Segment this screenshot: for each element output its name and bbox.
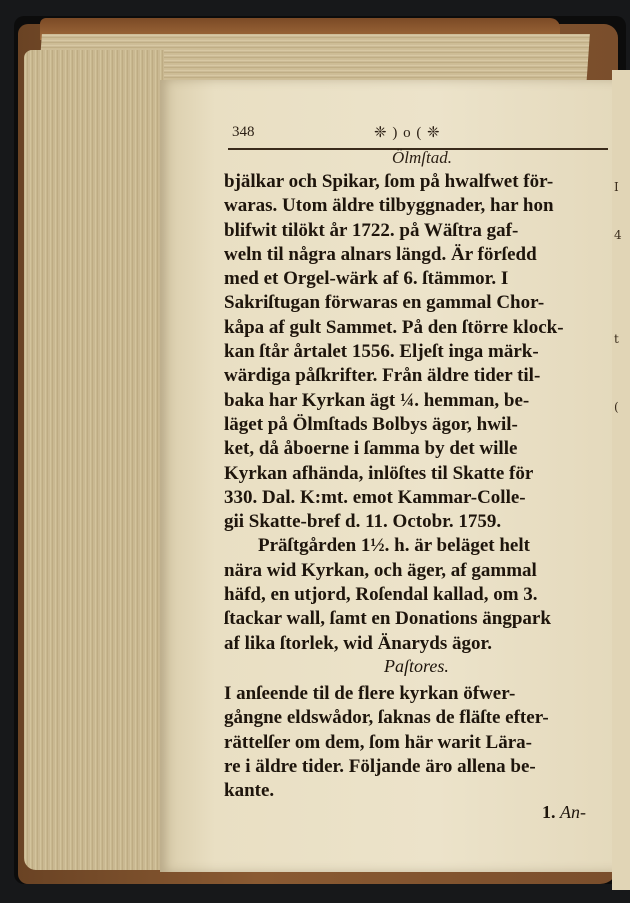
section-heading: Paſtores.: [384, 656, 449, 676]
text-line: Sakriſtugan förwaras en gammal Chor-: [224, 292, 545, 314]
text-line: gii Skatte-bref d. 11. Octobr. 1759.: [224, 511, 502, 533]
ornament-icon: ❈ ) o ( ❈: [374, 125, 441, 141]
text-line: re i äldre tider. Följande äro allena be-: [224, 755, 536, 777]
text-line: 330. Dal. K:mt. emot Kammar-Colle-: [224, 486, 526, 508]
text-block-pastores: [224, 682, 612, 803]
margin-fragment: t: [614, 332, 619, 346]
text-line: med et Orgel-wärk af 6. ſtämmor. I: [224, 268, 509, 290]
text-line: weln til några alnars längd. Är förſedd: [224, 243, 537, 265]
text-line: Kyrkan afhända, inlöſtes til Skatte för: [224, 462, 534, 484]
text-line: nära wid Kyrkan, och äger, af gammal: [224, 559, 537, 581]
text-line: waras. Utom äldre tilbyggnader, har hon: [224, 195, 554, 217]
text-line: bjälkar och Spikar, ſom på hwalfwet för-: [224, 171, 554, 192]
text-block-main: [224, 170, 612, 656]
text-line: ſtackar wall, ſamt en Donations ängpark: [224, 608, 551, 630]
text-line: kan ſtår årtalet 1556. Eljeſt inga märk-: [224, 341, 539, 363]
catchword: [542, 802, 586, 823]
text-line: ket, då åboerne i ſamma by det wille: [224, 438, 518, 460]
running-head: [232, 124, 612, 144]
text-line: wärdiga påſkrifter. Från äldre tider til-: [224, 365, 541, 387]
margin-fragment: I: [614, 180, 619, 194]
text-line: baka har Kyrkan ägt ¼. hemman, be-: [224, 389, 530, 411]
catchword-number: 1.: [542, 802, 556, 822]
text-line: I anſeende til de flere kyrkan öfwer-: [224, 683, 516, 704]
catchword-word: An-: [560, 802, 586, 822]
text-line: rättelſer om dem, ſom här warit Lära-: [224, 731, 532, 753]
text-line: kante.: [224, 780, 275, 802]
page-number: 348: [232, 124, 255, 140]
running-title: Ölmſtad.: [392, 148, 452, 167]
text-line: blifwit tilökt år 1722. på Wäſtra gaf-: [224, 219, 519, 241]
margin-fragment: (: [614, 400, 619, 414]
text-line: Präſtgården 1½. h. är beläget helt: [258, 535, 530, 557]
text-line: kåpa af gult Sammet. På den ſtörre klock-: [224, 316, 564, 338]
facing-page-margin: [612, 70, 630, 890]
text-line: af lika ſtorlek, wid Änaryds ägor.: [224, 632, 492, 654]
text-line: häfd, en utjord, Roſendal kallad, om 3.: [224, 584, 538, 606]
margin-fragment: 4: [614, 228, 622, 242]
text-line: gångne eldswådor, ſaknas de fläſte efter-: [224, 707, 549, 729]
page-edges-left: [24, 50, 164, 870]
text-line: läget på Ölmſtads Bolbys ägor, hwil-: [224, 413, 518, 435]
